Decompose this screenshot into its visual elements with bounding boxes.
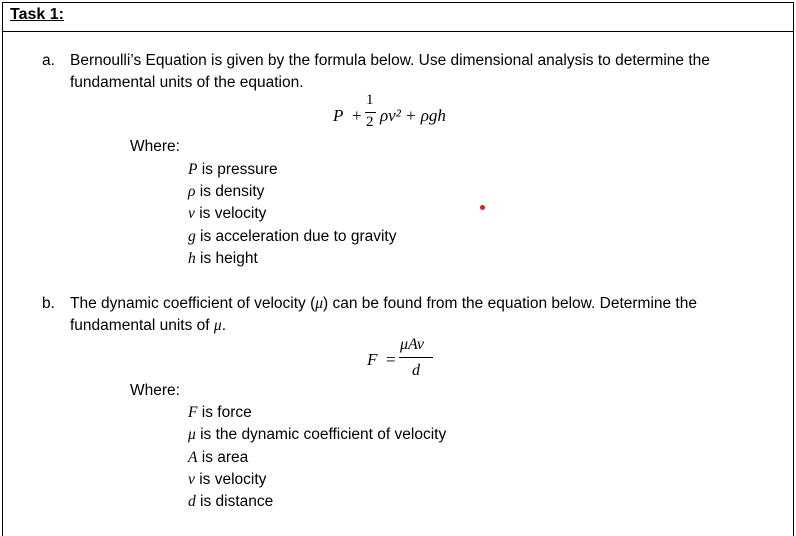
- part-a-line-1: Bernoulli’s Equation is given by the formula below. Use dimensional analysis to determine the: [70, 52, 710, 69]
- part-b-line-2: fundamental units of μ.: [70, 317, 226, 334]
- list-item: F is force: [188, 404, 252, 421]
- list-item: g is acceleration due to gravity: [188, 228, 397, 245]
- eq-b-equals: =: [386, 350, 396, 369]
- eq-b-denominator: d: [412, 362, 420, 379]
- eq-b-numerator: μAv: [400, 336, 425, 353]
- part-b-line-1: The dynamic coefficient of velocity (μ) can be found from the equation below. Determine the: [70, 295, 697, 312]
- list-item: ρ is density: [188, 183, 265, 200]
- title-cell: [2, 2, 794, 32]
- red-dot-marker: [480, 205, 485, 210]
- eq-a-plus: +: [352, 106, 362, 125]
- part-a-where: Where:: [130, 138, 180, 155]
- list-item: A is area: [188, 449, 249, 466]
- part-b-marker: b.: [42, 295, 55, 312]
- eq-b-lhs: F: [367, 350, 378, 369]
- list-item: v is velocity: [188, 471, 267, 488]
- eq-a-frac-den: 2: [366, 114, 374, 130]
- part-a-line-2: fundamental units of the equation.: [70, 74, 304, 91]
- eq-a-frac-line: [365, 112, 376, 113]
- part-a-marker: a.: [42, 52, 55, 69]
- eq-b-frac-line: [399, 357, 433, 358]
- list-item: μ is the dynamic coefficient of velocity: [188, 426, 447, 443]
- list-item: d is distance: [188, 493, 274, 510]
- eq-a-frac-num: 1: [366, 92, 374, 108]
- list-item: h is height: [188, 250, 258, 267]
- eq-a-rest: ρv² + ρgh: [380, 106, 446, 125]
- list-item: v is velocity: [188, 205, 267, 222]
- part-b-where: Where:: [130, 382, 180, 399]
- list-item: P is pressure: [188, 161, 278, 178]
- eq-a-p: P: [333, 106, 344, 125]
- task-title: Task 1:: [10, 6, 64, 23]
